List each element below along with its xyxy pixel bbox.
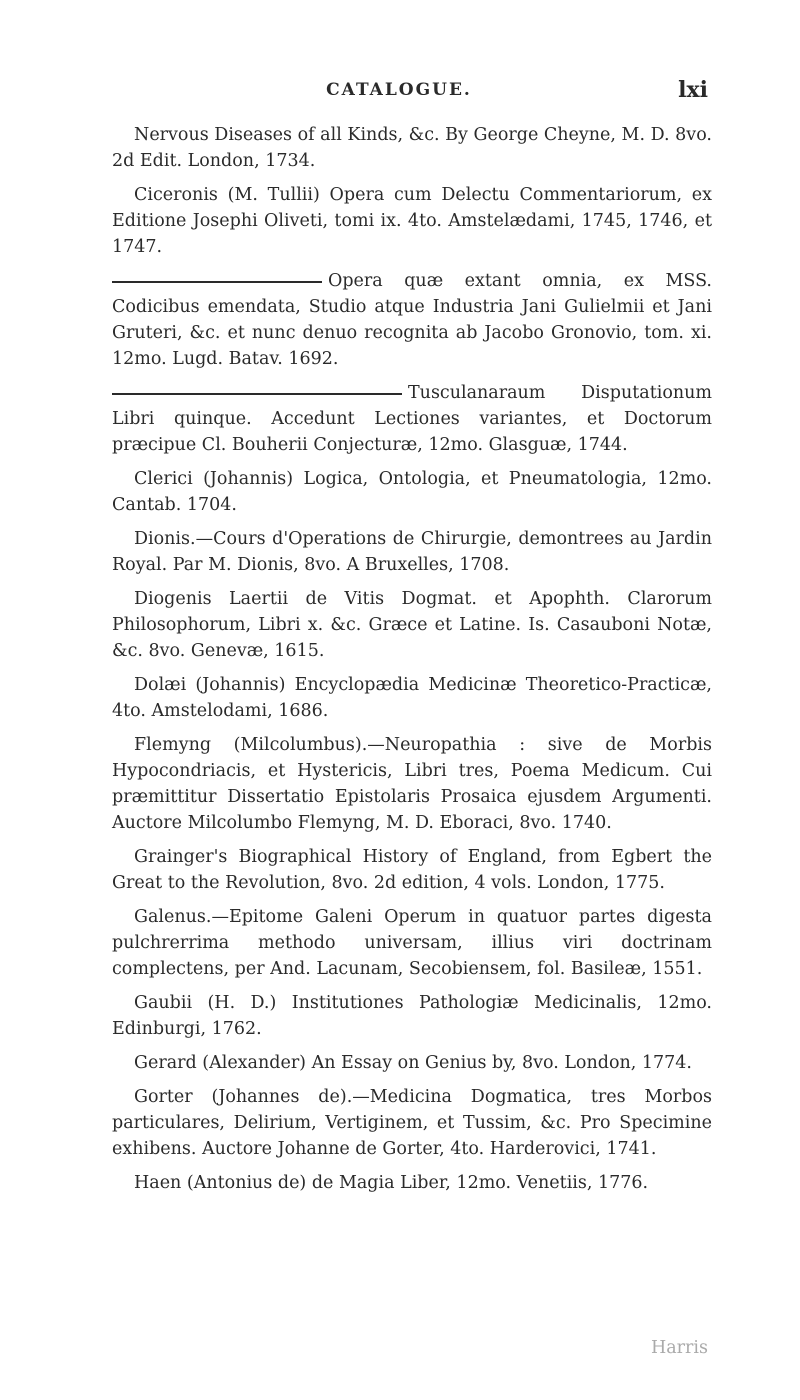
page-number: lxi: [678, 77, 708, 103]
catalogue-entry: [112, 526, 712, 578]
catalogue-entry: [112, 990, 712, 1042]
catalogue-entry: [112, 904, 712, 982]
entry-text: Opera quæ extant omnia, ex MSS. Codicibus emendata, Studio atque Industria Jani Gulielmii et Jani Gruteri, &c. et nunc denuo recognita ab Jacobo Gronovio, tom. xi. 12mo. Lugd. Batav. 1692.: [112, 271, 712, 369]
entry-text: Grainger's Biographical History of England, from Egbert the Great to the Revolution, 8vo. 2d edition, 4 vols. London, 1775.: [112, 847, 712, 893]
entry-text: Clerici (Johannis) Logica, Ontologia, et Pneumatologia, 12mo. Cantab. 1704.: [112, 469, 712, 515]
entry-text: Dolæi (Johannis) Encyclopædia Medicinæ Theoretico-Practicæ, 4to. Amstelodami, 1686.: [112, 675, 712, 721]
catalogue-entry: [112, 182, 712, 260]
entry-text: Haen (Antonius de) de Magia Liber, 12mo. Venetiis, 1776.: [134, 1173, 649, 1193]
entry-text: Gorter (Johannes de).—Medicina Dogmatica, tres Morbos particulares, Delirium, Vertiginem, et Tussim, &c. Pro Specimine exhibens. Auctore Johanne de Gorter, 4to. Harderovici, 1741.: [112, 1087, 712, 1159]
catalogue-entry: [112, 1170, 712, 1196]
catalogue-entry: [112, 586, 712, 664]
running-title: CATALOGUE.: [326, 80, 472, 100]
catchword: Harris: [650, 1338, 708, 1358]
entry-text: Gaubii (H. D.) Institutiones Pathologiæ Medicinalis, 12mo. Edinburgi, 1762.: [112, 993, 712, 1039]
entry-text: Gerard (Alexander) An Essay on Genius by, 8vo. London, 1774.: [134, 1053, 692, 1073]
entry-text: Nervous Diseases of all Kinds, &c. By George Cheyne, M. D. 8vo. 2d Edit. London, 1734.: [112, 125, 712, 171]
catalogue-entry: [112, 732, 712, 836]
entry-text: Dionis.—Cours d'Operations de Chirurgie, demontrees au Jardin Royal. Par M. Dionis, 8vo. A Bruxelles, 1708.: [112, 529, 712, 575]
entry-text: Flemyng (Milcolumbus).—Neuropathia : sive de Morbis Hypocondriacis, et Hystericis, Libri tres, Poema Medicum. Cui præmittitur Dissertatio Epistolaris Prosaica ejusdem Argumenti. Auctore Milcolumbo Flemyng, M. D. Eboraci, 8vo. 1740.: [112, 735, 712, 833]
catalogue-entry: [112, 1084, 712, 1162]
catalogue-entry: [112, 380, 712, 458]
ditto-rule: [112, 393, 402, 395]
catalogue-entry: [112, 268, 712, 372]
catalogue-entries: [112, 122, 712, 1204]
catalogue-entry: [112, 466, 712, 518]
entry-text: Galenus.—Epitome Galeni Operum in quatuor partes digesta pulchrerrima methodo universam, illius viri doctrinam complectens, per And. Lacunam, Secobiensem, fol. Basileæ, 1551.: [112, 907, 712, 979]
entry-text: Diogenis Laertii de Vitis Dogmat. et Apophth. Clarorum Philosophorum, Libri x. &c. Græce et Latine. Is. Casauboni Notæ, &c. 8vo. Genevæ, 1615.: [112, 589, 712, 661]
catalogue-entry: [112, 844, 712, 896]
ditto-rule: [112, 281, 322, 283]
running-head: [90, 77, 708, 110]
entry-text: Tusculanaraum Disputationum Libri quinque. Accedunt Lectiones variantes, et Doctorum præcipue Cl. Bouherii Conjecturæ, 12mo. Glasguæ, 1744.: [112, 383, 712, 455]
catalogue-entry: [112, 1050, 712, 1076]
catalogue-entry: [112, 672, 712, 724]
catalogue-entry: [112, 122, 712, 174]
entry-text: Ciceronis (M. Tullii) Opera cum Delectu Commentariorum, ex Editione Josephi Oliveti, tomi ix. 4to. Amstelædami, 1745, 1746, et 1747.: [112, 185, 712, 257]
